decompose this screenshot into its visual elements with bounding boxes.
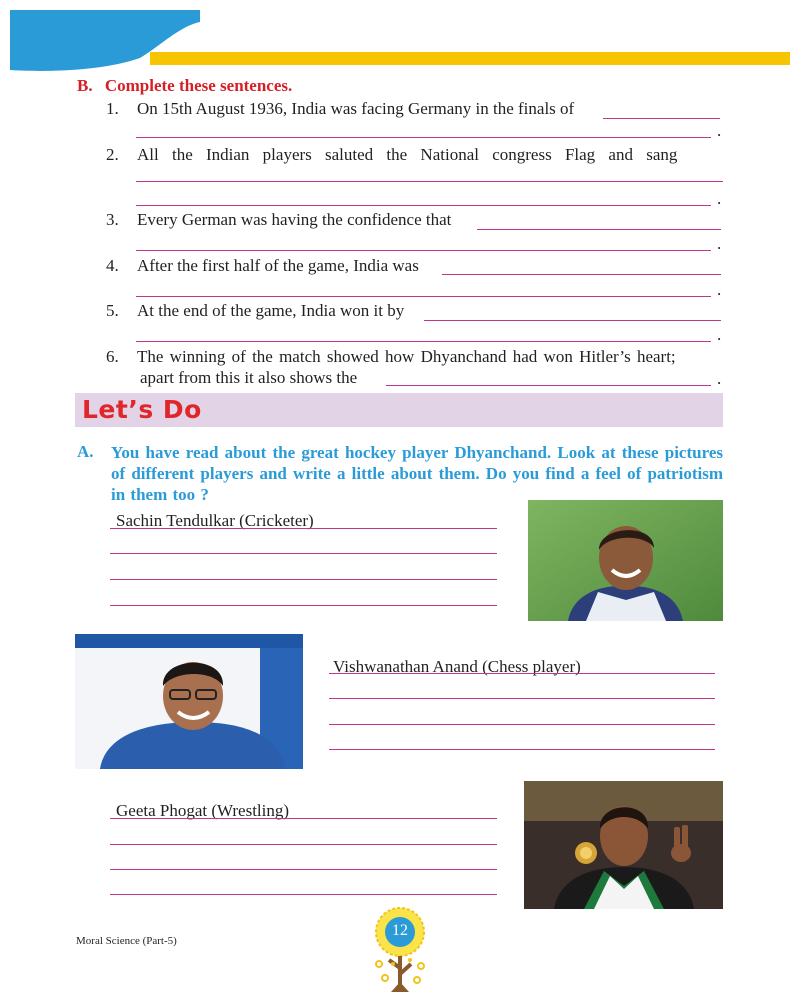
header-banner — [0, 0, 799, 80]
section-b-title: Complete these sentences. — [104, 76, 293, 95]
player-2-line-1[interactable] — [329, 673, 715, 674]
item-1-blank-b[interactable] — [136, 137, 711, 138]
item-5-period: . — [717, 325, 722, 344]
player-1-caption: Sachin Tendulkar (Cricketer) — [116, 511, 314, 530]
player-2-caption: Vishwanathan Anand (Chess player) — [333, 657, 581, 676]
item-2-text: All the Indian players saluted the National congress Flag and sang — [137, 145, 678, 164]
player-1-line-3[interactable] — [110, 579, 497, 580]
item-1-period: . — [717, 121, 722, 140]
section-a-marker: A. — [77, 442, 94, 461]
item-6-text-line1: The winning of the match showed how Dhyanchand had won Hitler’s heart; — [137, 347, 676, 366]
page-number-badge — [365, 904, 435, 996]
item-6-period: . — [717, 369, 722, 388]
item-5-blank-a[interactable] — [424, 320, 721, 321]
item-1-number: 1. — [106, 99, 119, 118]
item-4-blank-b[interactable] — [136, 296, 711, 297]
lets-do-title: Let’s Do — [82, 395, 202, 424]
anand-photo — [75, 634, 303, 769]
section-b-marker: B. — [77, 76, 93, 95]
item-2-period: . — [717, 189, 722, 208]
player-2-line-3[interactable] — [329, 724, 715, 725]
item-4-period: . — [717, 280, 722, 299]
item-3-blank-b[interactable] — [136, 250, 711, 251]
item-4-text: After the first half of the game, India was — [137, 256, 419, 275]
header-decoration — [0, 0, 799, 80]
section-b-heading — [77, 76, 292, 96]
item-6-text-line2: apart from this it also shows the — [140, 368, 358, 387]
player-3-line-3[interactable] — [110, 869, 497, 870]
section-a-instruction: You have read about the great hockey player Dhyanchand. Look at these pictures of different players and write a little about them. Do you find a feel of patriotism in them too ? — [111, 443, 723, 504]
item-2-blank-b[interactable] — [136, 205, 711, 206]
item-5-text: At the end of the game, India won it by — [137, 301, 405, 320]
player-3-caption: Geeta Phogat (Wrestling) — [116, 801, 290, 820]
item-1-text: On 15th August 1936, India was facing Germany in the finals of — [137, 99, 575, 118]
item-6-blank[interactable] — [386, 385, 711, 386]
item-4-number: 4. — [106, 256, 119, 275]
geeta-photo — [524, 781, 723, 909]
tree-icon — [365, 904, 435, 996]
item-3-period: . — [717, 234, 722, 253]
item-1-blank-a[interactable] — [603, 118, 720, 119]
item-3-text: Every German was having the confidence that — [137, 210, 452, 229]
item-5-number: 5. — [106, 301, 119, 320]
footer-book-title: Moral Science (Part-5) — [76, 935, 177, 947]
player-1-line-2[interactable] — [110, 553, 497, 554]
item-3-number: 3. — [106, 210, 119, 229]
player-2-line-4[interactable] — [329, 749, 715, 750]
player-3-line-4[interactable] — [110, 894, 497, 895]
player-2-line-2[interactable] — [329, 698, 715, 699]
item-2-number: 2. — [106, 145, 119, 164]
player-3-line-1[interactable] — [110, 818, 497, 819]
item-6-number: 6. — [106, 347, 119, 366]
item-4-blank-a[interactable] — [442, 274, 721, 275]
page-number: 12 — [392, 922, 408, 939]
sachin-photo — [528, 500, 723, 621]
player-1-line-1[interactable] — [110, 528, 497, 529]
item-3-blank-a[interactable] — [477, 229, 721, 230]
item-5-blank-b[interactable] — [136, 341, 711, 342]
item-2-blank-a[interactable] — [136, 181, 723, 182]
player-3-line-2[interactable] — [110, 844, 497, 845]
player-1-line-4[interactable] — [110, 605, 497, 606]
